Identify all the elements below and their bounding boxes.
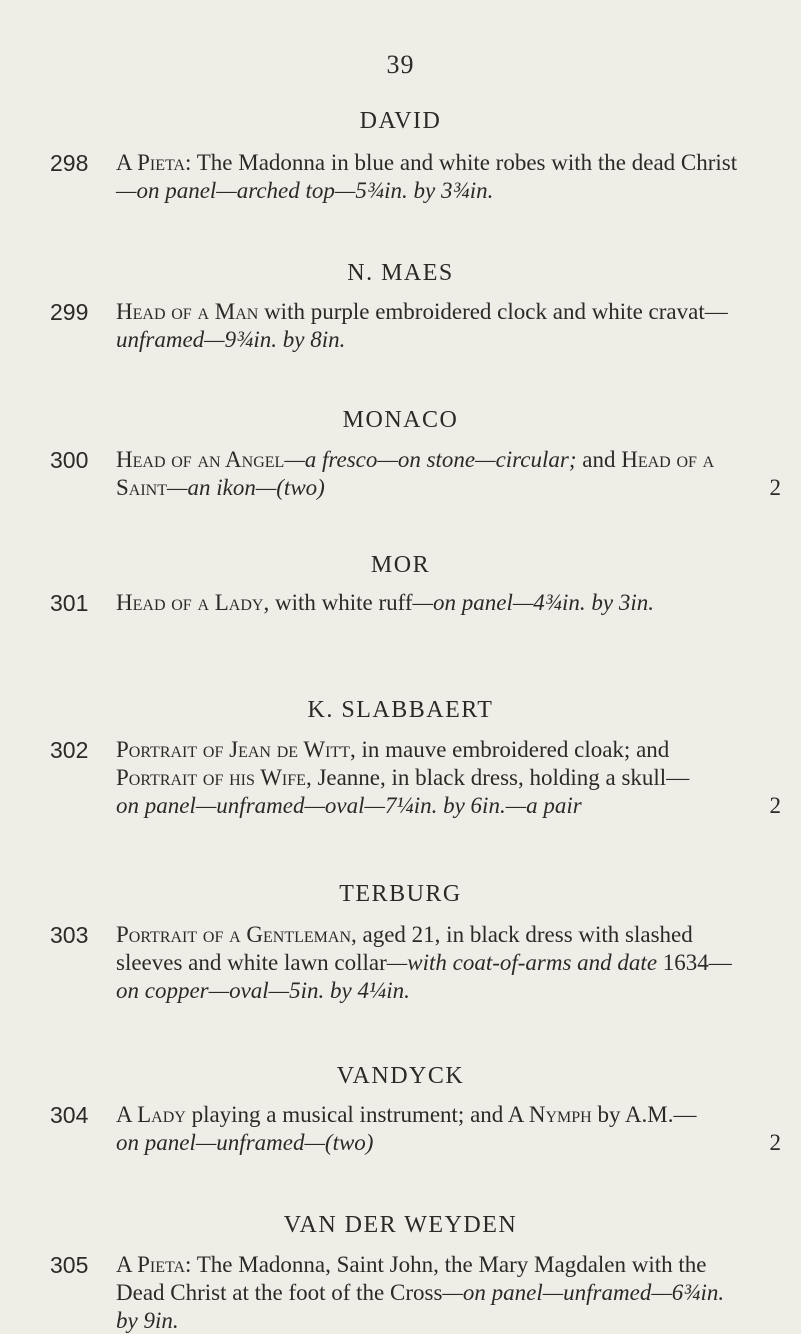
- lot-description-line: [116, 1308, 772, 1334]
- artist-heading: MOR: [370, 552, 431, 578]
- description-segment: —an ikon—(two): [167, 475, 325, 500]
- description-segment: Portrait of Jean de Witt: [116, 737, 350, 762]
- lot-quantity: 2: [769, 1130, 781, 1155]
- lot-description-line: [116, 922, 772, 948]
- description-segment: A: [116, 1102, 138, 1127]
- description-segment: Dead Christ at the foot of the Cross: [116, 1280, 443, 1305]
- lot-number: 298: [50, 150, 89, 176]
- description-segment: —a fresco—on stone—circular;: [284, 447, 583, 472]
- description-segment: and: [582, 447, 622, 472]
- artist-heading: VANDYCK: [336, 1063, 465, 1089]
- lot-description-line: [116, 327, 772, 353]
- lot-description-line: [116, 178, 772, 204]
- description-segment: Saint: [116, 475, 168, 500]
- description-segment: —with coat-of-arms and date: [386, 950, 663, 975]
- description-segment: with purple embroidered clock and white cravat—: [258, 299, 728, 324]
- lot-description-line: [116, 475, 772, 501]
- lot-number: 303: [50, 922, 89, 948]
- description-segment: Lady: [137, 1102, 186, 1127]
- lot-description-line: [116, 447, 772, 473]
- lot-description-line: [116, 1102, 772, 1128]
- description-segment: Head of a Man: [116, 299, 259, 324]
- description-segment: Portrait of a Gentleman: [116, 922, 352, 947]
- lot-number: 301: [50, 590, 89, 616]
- description-segment: , aged 21, in black dress with slashed: [351, 922, 693, 947]
- artist-heading: DAVID: [359, 108, 442, 134]
- description-segment: : The Madonna, Saint John, the Mary Magdalen with the: [185, 1252, 707, 1277]
- lot-description-line: [116, 1130, 772, 1156]
- lot-quantity: 2: [769, 793, 781, 818]
- lot-number: 300: [50, 447, 89, 473]
- description-segment: Nymph: [528, 1102, 592, 1127]
- lot-number: 302: [50, 737, 89, 763]
- lot-description-line: [116, 793, 772, 819]
- lot-description-line: [116, 737, 772, 763]
- lot-description-line: [116, 150, 772, 176]
- description-segment: Head of a Lady: [116, 590, 264, 615]
- description-segment: on copper—oval—5in. by 4¼in.: [116, 978, 410, 1003]
- description-segment: A Pieta: [116, 150, 186, 175]
- artist-heading: MONACO: [342, 407, 459, 433]
- artist-heading: N. MAES: [347, 260, 454, 286]
- artist-heading: K. SLABBAERT: [307, 697, 494, 723]
- description-segment: , in mauve embroidered cloak; and: [349, 737, 670, 762]
- description-segment: on panel—unframed—oval—7¼in. by 6in.—a pair: [116, 793, 582, 818]
- artist-heading: TERBURG: [339, 881, 462, 907]
- description-segment: —on panel—unframed—6¾in.: [442, 1280, 725, 1305]
- lot-number: 304: [50, 1102, 89, 1128]
- lot-quantity: 2: [769, 475, 781, 500]
- lot-description-line: [116, 978, 772, 1004]
- lot-description-line: [116, 950, 772, 976]
- description-segment: unframed—9¾in. by 8in.: [116, 327, 346, 352]
- description-segment: 1634—: [662, 950, 732, 975]
- description-segment: , with white ruff: [263, 590, 413, 615]
- description-segment: sleeves and white lawn collar: [116, 950, 387, 975]
- description-segment: —on panel—arched top—5¾in. by 3¾in.: [116, 178, 494, 203]
- description-segment: on panel—unframed—(two): [116, 1130, 374, 1155]
- description-segment: by A.M.—: [591, 1102, 697, 1127]
- description-segment: A Pieta: [116, 1252, 186, 1277]
- description-segment: playing a musical instrument; and A: [185, 1102, 529, 1127]
- lot-number: 299: [50, 299, 89, 325]
- lot-number: 305: [50, 1252, 89, 1278]
- description-segment: : The Madonna in blue and white robes with the dead Christ: [185, 150, 738, 175]
- lot-description-line: [116, 765, 772, 791]
- description-segment: Head of a: [621, 447, 715, 472]
- description-segment: , Jeanne, in black dress, holding a skull—: [305, 765, 690, 790]
- artist-heading: VAN DER WEYDEN: [283, 1212, 518, 1238]
- lot-description-line: [116, 590, 772, 616]
- description-segment: by 9in.: [116, 1308, 179, 1333]
- page-number: 39: [386, 50, 415, 79]
- description-segment: Portrait of his Wife: [116, 765, 306, 790]
- lot-description-line: [116, 1280, 772, 1306]
- description-segment: —on panel—4¾in. by 3in.: [412, 590, 655, 615]
- lot-description-line: [116, 1252, 772, 1278]
- lot-description-line: [116, 299, 772, 325]
- description-segment: Head of an Angel: [116, 447, 285, 472]
